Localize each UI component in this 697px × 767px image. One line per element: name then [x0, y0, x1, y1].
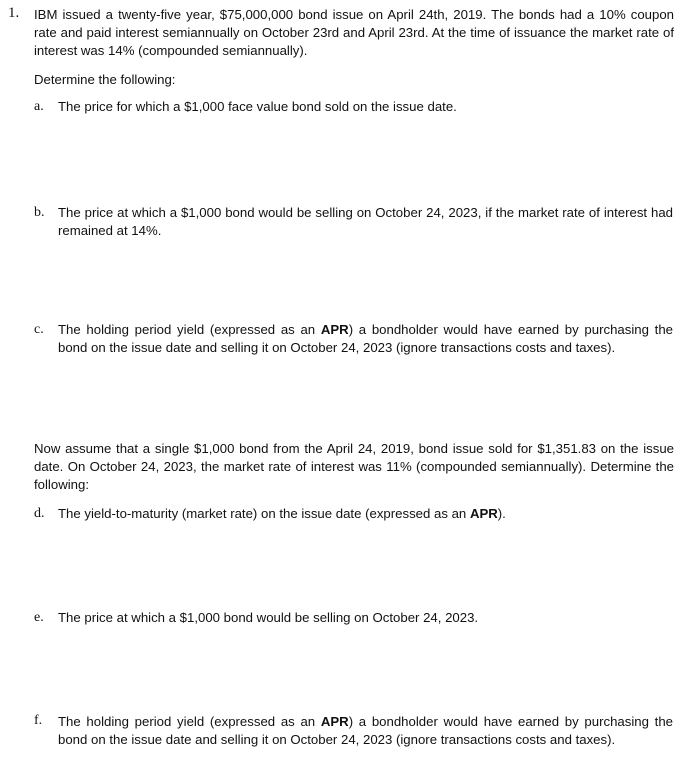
- question-number: 1.: [8, 5, 20, 21]
- item-f-text-after: ) a bondholder would have earned by purchasing the bond on the issue date and selling it on October 24, 2023 (ignore transactions costs and taxes).: [58, 714, 673, 747]
- item-d-text-after: ).: [497, 506, 506, 521]
- item-d-text: [58, 505, 673, 523]
- item-b-label: b.: [34, 205, 45, 220]
- item-c-label: c.: [34, 322, 44, 337]
- item-f-label: f.: [34, 713, 43, 728]
- question-intro: IBM issued a twenty-five year, $75,000,000 bond issue on April 24th, 2019. The bonds had a 10% coupon rate and paid interest semiannually on October 23rd and April 23rd. At the time of issuance the market rate of interest was 14% (compounded semiannually).: [34, 7, 674, 58]
- item-c-apr: APR: [320, 322, 349, 337]
- item-c-text-before: The holding period yield (expressed as an: [58, 322, 321, 337]
- item-d-apr: APR: [469, 506, 498, 521]
- item-a-text: The price for which a $1,000 face value bond sold on the issue date.: [58, 99, 457, 114]
- now-assume-paragraph: Now assume that a single $1,000 bond from the April 24, 2019, bond issue sold for $1,351.83 on the issue date. On October 24, 2023, the market rate of interest was 11% (compounded semiannually). Determine the following:: [34, 441, 674, 492]
- determine-label: Determine the following:: [34, 72, 176, 87]
- item-f-text: [58, 713, 673, 749]
- item-c-text: [58, 321, 673, 357]
- item-f-apr: APR: [320, 714, 349, 729]
- item-e-label: e.: [34, 610, 44, 625]
- item-c-text-after: ) a bondholder would have earned by purchasing the bond on the issue date and selling it on October 24, 2023 (ignore transactions costs and taxes).: [58, 322, 673, 355]
- item-f-text-before: The holding period yield (expressed as an: [58, 714, 321, 729]
- item-e-text: The price at which a $1,000 bond would be selling on October 24, 2023.: [58, 610, 479, 625]
- item-b-text: The price at which a $1,000 bond would be selling on October 24, 2023, if the market rate of interest had remained at 14%.: [58, 205, 673, 238]
- item-d-label: d.: [34, 506, 45, 521]
- item-d-text-before: The yield-to-maturity (market rate) on the issue date (expressed as an: [58, 506, 470, 521]
- item-a-label: a.: [34, 99, 44, 114]
